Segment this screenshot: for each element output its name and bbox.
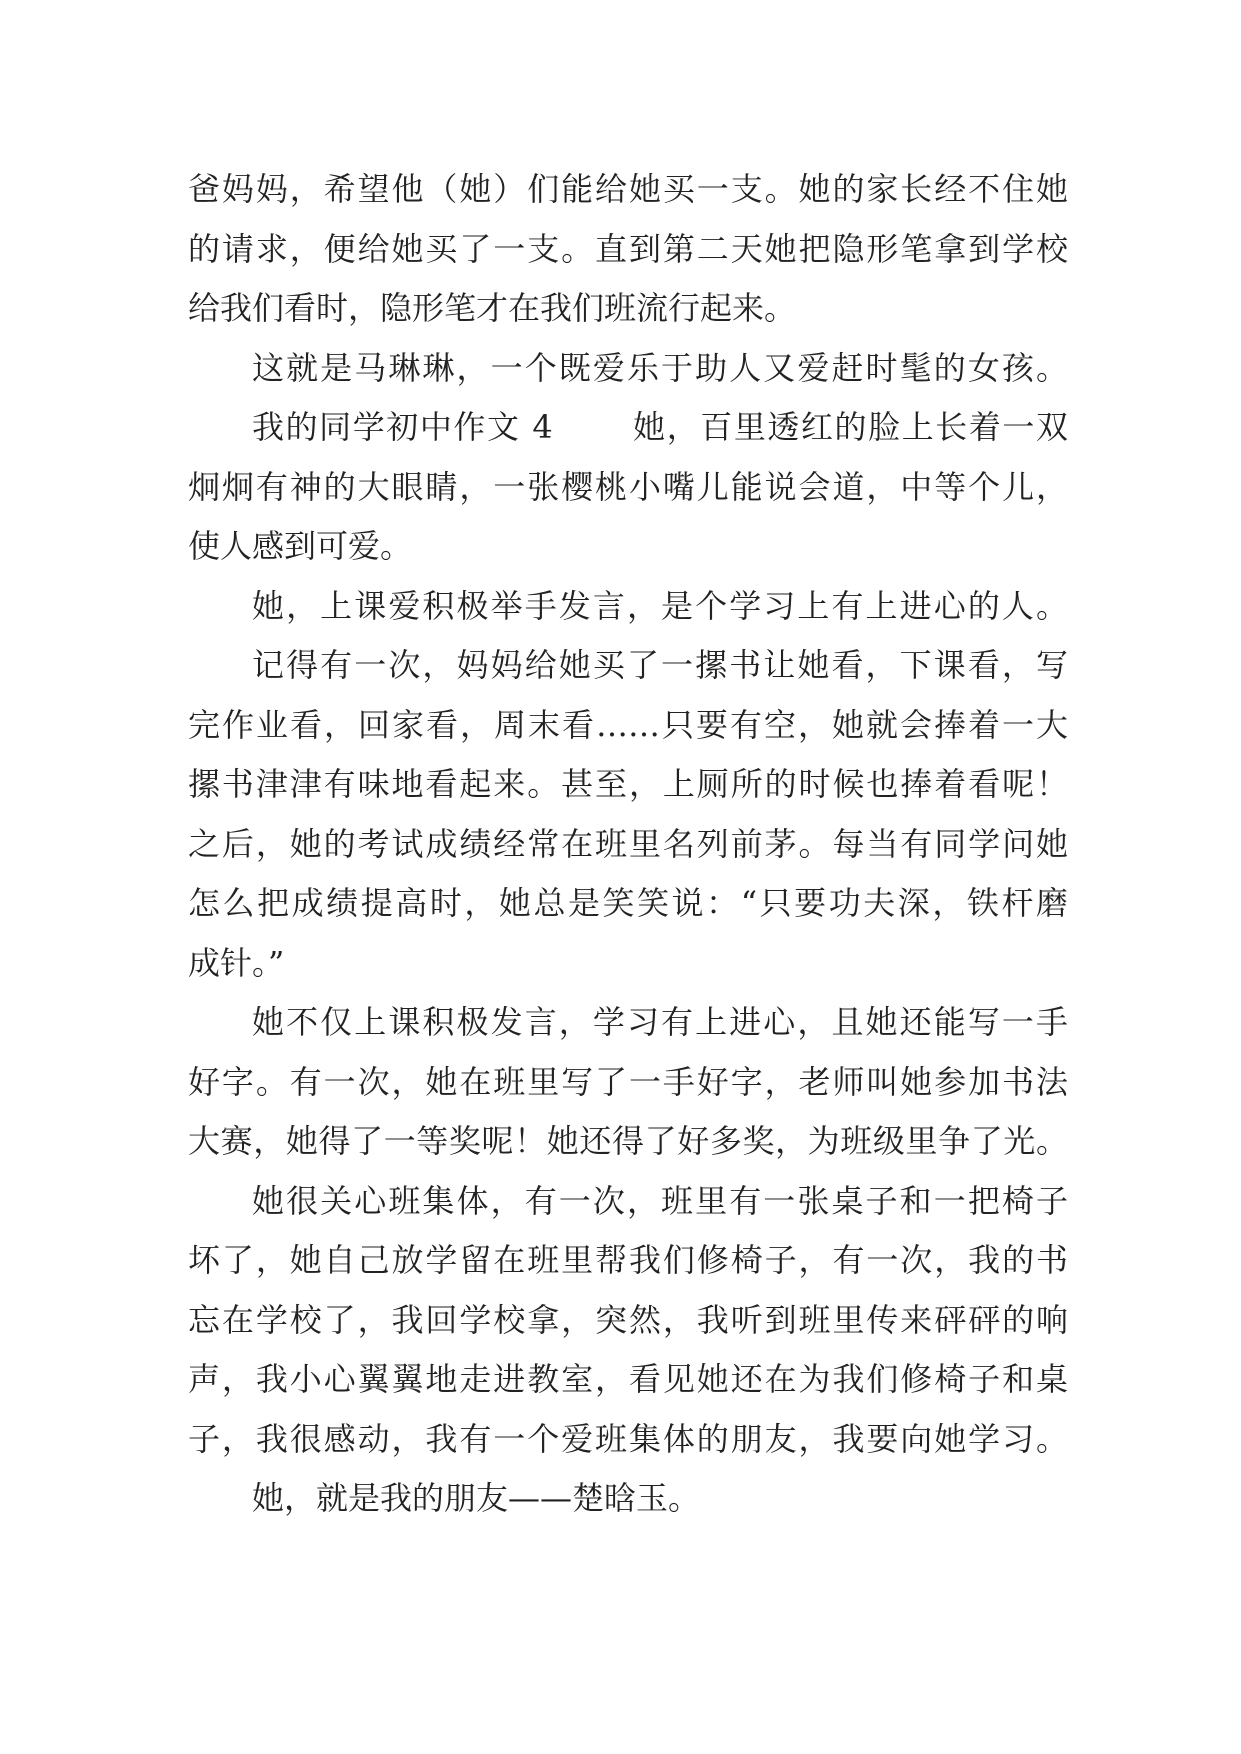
text-line: 使人感到可爱。 [188,527,413,565]
text-line: 子，我很感动，我有一个爱班集体的朋友，我要向她学习。 [188,1419,1068,1458]
text-line: 好字。有一次，她在班里写了一手好字，老师叫她参加书法 [188,1062,1068,1101]
text-line: 爸妈妈，希望他（她）们能给她买一支。她的家长经不住她 [188,170,1068,208]
text-line: 她很关心班集体，有一次，班里有一张桌子和一把椅子 [252,1181,1068,1220]
text-line: 这就是马琳琳，一个既爱乐于助人又爱赶时髦的女孩。 [252,348,1068,387]
text-line: 炯炯有神的大眼睛，一张樱桃小嘴儿能说会道，中等个儿， [188,467,1068,506]
text-line: 她，上课爱积极举手发言，是个学习上有上进心的人。 [252,586,1068,625]
text-line: 成针。” [188,943,285,982]
text-line: 的请求，便给她买了一支。直到第二天她把隐形笔拿到学校 [188,229,1068,268]
text-line: 她，就是我的朋友——楚晗玉。 [252,1479,701,1517]
essay-body [188,160,1068,1529]
text-line: 之后，她的考试成绩经常在班里名列前茅。每当有同学问她 [188,824,1068,863]
text-line: 摞书津津有味地看起来。甚至，上厕所的时候也捧着看呢！ [188,765,1068,803]
text-line: 她不仅上课积极发言，学习有上进心，且她还能写一手 [252,1003,1068,1041]
text-line: 忘在学校了，我回学校拿，突然，我听到班里传来砰砰的响 [188,1300,1068,1339]
text-line: 给我们看时，隐形笔才在我们班流行起来。 [188,289,797,327]
text-line: 声，我小心翼翼地走进教室，看见她还在为我们修椅子和桌 [188,1360,1068,1398]
text-line: 怎么把成绩提高时，她总是笑笑说：“只要功夫深，铁杆磨 [188,884,1068,922]
text-line: 我的同学初中作文 4 她，百里透红的脸上长着一双 [252,408,1068,446]
text-line: 完作业看，回家看，周末看……只要有空，她就会捧着一大 [188,705,1068,744]
text-line: 坏了，她自己放学留在班里帮我们修椅子，有一次，我的书 [188,1241,1068,1279]
text-line: 大赛，她得了一等奖呢！她还得了好多奖，为班级里争了光。 [188,1122,1068,1160]
text-line: 记得有一次，妈妈给她买了一摞书让她看，下课看，写 [252,646,1068,684]
